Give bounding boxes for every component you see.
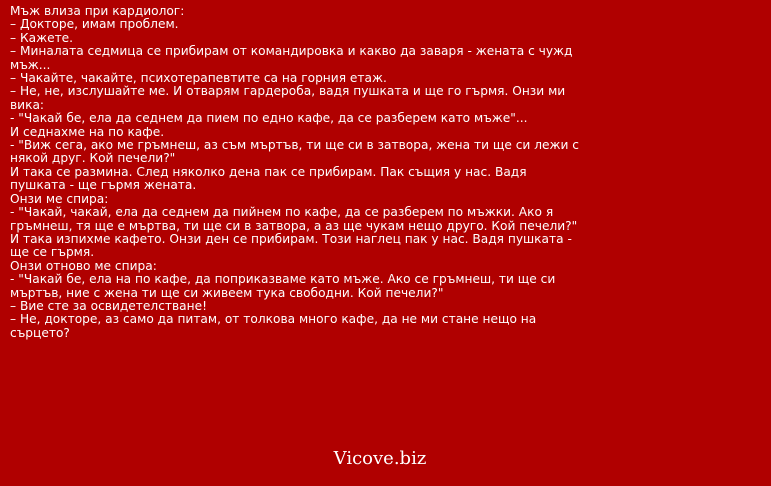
joke-line: - "Чакай бе, ела да седнем да пием по едно кафе, да се разберем като мъже"... bbox=[10, 111, 528, 126]
joke-line: И така изпихме кафето. Онзи ден се прибирам. Този наглец пак у нас. Вадя пушката - ще се гърмя. bbox=[10, 231, 572, 260]
joke-line: - "Чакай, чакай, ела да седнем да пийнем по кафе, да се разберем по мъжки. Ако я гръмнеш, тя ще е мъртва, ти ще си в затвора, а аз ще чукам нещо друго. Кой печели?" bbox=[10, 205, 578, 233]
joke-line: – Вие сте за освидетелстване! bbox=[10, 298, 207, 313]
joke-line: – Кажете. bbox=[10, 30, 74, 45]
joke-line: И така се размина. След няколко дена пак се прибирам. Пак същия у нас. Вадя пушката - ще гърмя жената. bbox=[10, 164, 527, 193]
joke-line: – Миналата седмица се прибирам от командировка и какво да заваря - жената с чужд мъж... bbox=[10, 44, 573, 72]
joke-line: И седнахме на по кафе. bbox=[10, 124, 165, 139]
joke-line: - "Чакай бе, ела на по кафе, да поприказваме като мъже. Ако се гръмнеш, ти ще си мъртъв, ние с жена ти ще си живеем тука свободни. Кой печели?" bbox=[10, 272, 556, 300]
joke-line: Онзи ме спира: bbox=[10, 191, 109, 206]
joke-line: – Докторе, имам проблем. bbox=[10, 17, 179, 32]
joke-line: Мъж влиза при кардиолог: bbox=[10, 4, 185, 18]
joke-text bbox=[10, 5, 580, 340]
joke-line: – Не, докторе, аз само да питам, от толкова много кафе, да не ми стане нещо на сърцето? bbox=[10, 312, 537, 340]
joke-line: - "Виж сега, ако ме гръмнеш, аз съм мъртъв, ти ще си в затвора, жена ти ще си лежи с някой друг. Кой печели?" bbox=[10, 138, 579, 166]
site-name: Vicove.biz bbox=[333, 448, 427, 469]
joke-line: Онзи отново ме спира: bbox=[10, 258, 157, 273]
joke-line: – Не, не, изслушайте ме. И отварям гардероба, вадя пушката и ще го гърмя. Онзи ми вика: bbox=[10, 84, 566, 112]
joke-line: – Чакайте, чакайте, психотерапевтите са на горния етаж. bbox=[10, 71, 387, 86]
